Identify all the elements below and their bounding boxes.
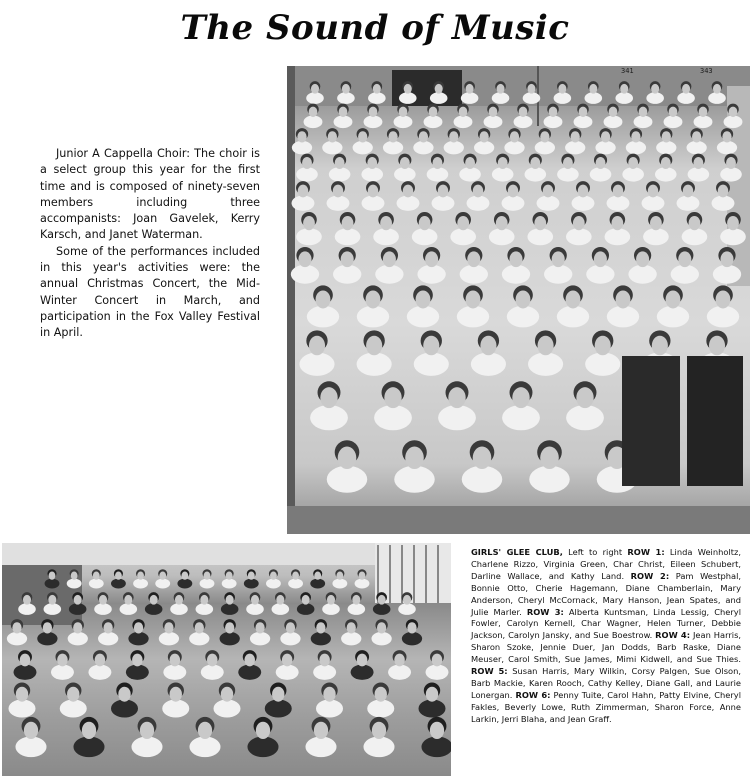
- person-figure: [454, 104, 473, 128]
- glee-photo-illustration: [2, 543, 451, 776]
- person-figure: [687, 128, 707, 154]
- person-figure: [412, 212, 438, 245]
- person-figure: [413, 128, 433, 154]
- person-figure: [535, 128, 555, 154]
- person-figure: [565, 128, 585, 154]
- caption-row-label: ROW 2:: [630, 570, 670, 581]
- person-figure: [507, 285, 539, 327]
- person-figure: [247, 717, 278, 757]
- person-figure: [489, 212, 515, 245]
- person-figure: [355, 569, 370, 588]
- person-figure: [120, 592, 138, 615]
- person-figure: [671, 247, 699, 284]
- person-figure: [394, 104, 413, 128]
- person-figure: [327, 440, 368, 493]
- caption-row-names: Alberta Kuntsman, Linda Lessig, Cheryl Fowler, Carolyn Kernell, Char Wagner, Helen Turner, Debbie Jackson, Carolyn Jansky, and Sue Boestrow.: [471, 606, 741, 641]
- person-figure: [527, 212, 553, 245]
- person-figure: [371, 619, 391, 645]
- person-figure: [502, 381, 540, 430]
- person-figure: [590, 154, 612, 182]
- person-figure: [196, 592, 214, 615]
- person-figure: [467, 181, 490, 211]
- person-figure: [189, 717, 220, 757]
- person-figure: [288, 569, 303, 588]
- person-figure: [111, 683, 138, 718]
- person-figure: [272, 592, 290, 615]
- person-figure: [335, 212, 361, 245]
- person-figure: [586, 247, 614, 284]
- person-figure: [364, 104, 383, 128]
- person-figure: [374, 381, 412, 430]
- person-figure: [250, 619, 270, 645]
- person-figure: [311, 619, 331, 645]
- person-figure: [426, 650, 449, 680]
- person-figure: [604, 104, 623, 128]
- person-figure: [557, 285, 589, 327]
- person-figure: [163, 650, 186, 680]
- person-figure: [131, 717, 162, 757]
- person-figure: [607, 181, 630, 211]
- person-figure: [373, 212, 399, 245]
- person-figure: [200, 569, 215, 588]
- person-figure: [304, 104, 323, 128]
- person-figure: [397, 181, 420, 211]
- person-figure: [348, 592, 366, 615]
- person-figure: [557, 154, 579, 182]
- person-figure: [214, 683, 241, 718]
- person-figure: [367, 683, 394, 718]
- caption-group-title: GIRLS' GLEE CLUB,: [471, 547, 563, 557]
- person-figure: [322, 592, 340, 615]
- person-figure: [688, 154, 710, 182]
- person-figure: [362, 181, 385, 211]
- description-paragraph-2: Some of the performances included in this year's activities were: the annual Christmas Concert, the Mid-Winter Concert in March, and participation in the Fox Valley Festival in April.: [40, 244, 260, 340]
- person-figure: [266, 569, 281, 588]
- person-figure: [677, 181, 700, 211]
- person-figure: [189, 619, 209, 645]
- person-figure: [682, 212, 708, 245]
- person-figure: [514, 104, 533, 128]
- person-figure: [537, 181, 560, 211]
- person-figure: [177, 569, 192, 588]
- person-figure: [502, 181, 525, 211]
- person-figure: [432, 181, 455, 211]
- person-figure: [310, 569, 325, 588]
- caption-row-label: ROW 1:: [627, 547, 665, 557]
- person-figure: [421, 717, 451, 757]
- caption-row-names: Linda Weinholtz, Charlene Rizzo, Virginia Green, Char Christ, Eileen Schubert, Darline Wallace, and Kathy Land.: [471, 547, 742, 581]
- person-figure: [657, 285, 689, 327]
- person-figure: [572, 181, 595, 211]
- person-figure: [585, 330, 620, 375]
- person-figure: [694, 104, 713, 128]
- person-figure: [126, 650, 149, 680]
- person-figure: [462, 440, 503, 493]
- person-figure: [628, 247, 656, 284]
- person-figure: [291, 247, 319, 284]
- person-figure: [528, 330, 563, 375]
- person-figure: [299, 330, 334, 375]
- person-figure: [383, 128, 403, 154]
- person-figure: [88, 650, 111, 680]
- room-number-341: 341: [621, 67, 634, 75]
- person-figure: [60, 683, 87, 718]
- person-figure: [656, 128, 676, 154]
- person-figure: [622, 154, 644, 182]
- person-figure: [220, 619, 240, 645]
- person-figure: [246, 592, 264, 615]
- person-figure: [529, 440, 570, 493]
- person-figure: [322, 128, 342, 154]
- person-figure: [310, 381, 348, 430]
- person-figure: [111, 569, 126, 588]
- person-figure: [419, 683, 446, 718]
- person-figure: [313, 650, 336, 680]
- person-figure: [15, 717, 46, 757]
- person-figure: [544, 104, 563, 128]
- person-figure: [296, 154, 318, 182]
- person-figure: [73, 717, 104, 757]
- caption-row-names: Pam Westphal, Bonnie Otto, Cherie Hagemann, Diane Chamberlain, Mary Anderson, Cheryl McCornack, Mary Hanson, Jean Spates, and Julie Marler.: [471, 570, 742, 617]
- person-figure: [375, 247, 403, 284]
- person-figure: [128, 619, 148, 645]
- caption-row-label: ROW 5:: [471, 666, 508, 677]
- person-figure: [155, 569, 170, 588]
- person-figure: [316, 683, 343, 718]
- choir-group-photo: [287, 66, 750, 534]
- person-figure: [329, 154, 351, 182]
- caption-row-label: ROW 6:: [515, 689, 551, 700]
- person-figure: [9, 683, 36, 718]
- person-figure: [414, 330, 449, 375]
- person-figure: [297, 592, 315, 615]
- person-figure: [643, 212, 669, 245]
- person-figure: [296, 212, 322, 245]
- person-figure: [642, 181, 665, 211]
- person-figure: [459, 154, 481, 182]
- person-figure: [353, 128, 373, 154]
- caption-row-label: ROW 3:: [526, 606, 564, 617]
- person-figure: [305, 717, 336, 757]
- person-figure: [94, 592, 112, 615]
- person-figure: [607, 285, 639, 327]
- person-figure: [595, 128, 615, 154]
- person-figure: [332, 569, 347, 588]
- person-figure: [407, 285, 439, 327]
- person-figure: [133, 569, 148, 588]
- person-figure: [471, 330, 506, 375]
- person-figure: [544, 247, 572, 284]
- person-figure: [170, 592, 188, 615]
- person-figure: [334, 104, 353, 128]
- description-paragraph-1: Junior A Cappella Choir: The choir is a select group this year for the first time and is composed of ninety-seven members including three accompanists: Joan Gavelek, Kerry Karsch, and Janet Waterman.: [40, 147, 260, 242]
- person-figure: [484, 104, 503, 128]
- choir-photo-illustration: [287, 66, 750, 534]
- person-figure: [351, 650, 374, 680]
- caption-intro: Left to right: [568, 547, 623, 557]
- glee-club-group-photo: [2, 543, 451, 776]
- person-figure: [427, 154, 449, 182]
- person-figure: [450, 212, 476, 245]
- person-figure: [327, 181, 350, 211]
- person-figure: [492, 154, 514, 182]
- person-figure: [707, 285, 739, 327]
- person-figure: [566, 381, 604, 430]
- person-figure: [417, 247, 445, 284]
- person-figure: [388, 650, 411, 680]
- person-figure: [357, 285, 389, 327]
- person-figure: [244, 569, 259, 588]
- glee-club-caption: [471, 547, 741, 726]
- person-figure: [394, 154, 416, 182]
- person-figure: [222, 569, 237, 588]
- room-number-343: 343: [700, 67, 713, 75]
- person-figure: [457, 285, 489, 327]
- person-figure: [51, 650, 74, 680]
- person-figure: [221, 592, 239, 615]
- caption-row-label: ROW 4:: [655, 630, 691, 641]
- person-figure: [394, 440, 435, 493]
- person-figure: [402, 619, 422, 645]
- person-figure: [276, 650, 299, 680]
- person-figure: [89, 569, 104, 588]
- person-figure: [98, 619, 118, 645]
- person-figure: [502, 247, 530, 284]
- person-figure: [145, 592, 163, 615]
- person-figure: [424, 104, 443, 128]
- person-figure: [444, 128, 464, 154]
- choir-description: [40, 146, 260, 342]
- person-figure: [566, 212, 592, 245]
- caption-row-names: Penny Tuite, Carol Hahn, Patty Elvine, Cheryl Fakles, Beverly Lowe, Ruth Zimmerman, Sharon Force, Anne Larkin, Jerri Blaha, and Jean Graff.: [471, 689, 742, 724]
- person-figure: [307, 285, 339, 327]
- person-figure: [363, 717, 394, 757]
- person-figure: [201, 650, 224, 680]
- person-figure: [634, 104, 653, 128]
- person-figure: [361, 154, 383, 182]
- person-figure: [664, 104, 683, 128]
- person-figure: [280, 619, 300, 645]
- person-figure: [159, 619, 179, 645]
- person-figure: [504, 128, 524, 154]
- person-figure: [357, 330, 392, 375]
- person-figure: [626, 128, 646, 154]
- person-figure: [438, 381, 476, 430]
- person-figure: [341, 619, 361, 645]
- person-figure: [238, 650, 261, 680]
- caption-row-names: Susan Harris, Mary Wilkin, Corsy Palgen, Sue Olson, Barb Mackie, Karen Rooch, Cathy Kelley, Diane Gall, and Laurie Lonergan.: [471, 666, 742, 700]
- person-figure: [605, 212, 631, 245]
- person-figure: [474, 128, 494, 154]
- person-figure: [525, 154, 547, 182]
- page-title: The Sound of Music: [180, 8, 570, 48]
- caption-row-names: Jean Harris, Sharon Szoke, Jennie Duer, Jan Dodds, Barb Raske, Diane Meuser, Carol Smith, Sue James, Mimi Kidwell, and Sue Thies.: [471, 630, 742, 665]
- person-figure: [574, 104, 593, 128]
- person-figure: [265, 683, 292, 718]
- person-figure: [14, 650, 37, 680]
- person-figure: [655, 154, 677, 182]
- person-figure: [333, 247, 361, 284]
- person-figure: [162, 683, 189, 718]
- person-figure: [460, 247, 488, 284]
